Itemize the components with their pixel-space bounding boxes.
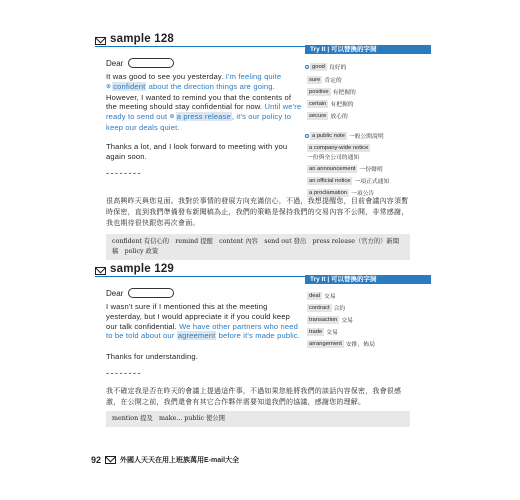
replaceable-phrase: a press release (176, 112, 231, 122)
dashed-separator: -------- (106, 368, 142, 378)
salutation (106, 288, 174, 298)
text-span: I wasn't sure if I mentioned this at the meeting yesterday, but I would appreciate it if you could keep our talk confidential. (106, 302, 290, 331)
alt-word-1: good 良好的 (305, 62, 346, 71)
replaceable-word: agreement (177, 331, 216, 341)
alt-word-2: contract 合約 (309, 304, 346, 312)
book-title: 外國人天天在用上班族萬用E-mail大全 (120, 457, 240, 464)
try-it-header: Try It | 可以替換的字詞 (305, 45, 431, 54)
text-span-blue: Until we're ready to send out (106, 102, 302, 122)
text-span-blue: about the direction things are going. (146, 81, 275, 91)
alt-word-1: deal 交易 (309, 292, 336, 300)
sample-128-translation: 很高興昨天與您見面。我對於事情的發展方向充滿信心，不過，我想提醒您，目前會議內容須暫時保密，直到我們準備發布新聞稿為止，我們的策略是保持我們的交易內容不公開，非常感謝，我也期待很快跟您再次會面。 (106, 197, 409, 227)
envelope-icon (95, 267, 106, 275)
blue-rule (95, 276, 305, 277)
recipient-blank (128, 58, 174, 68)
cross-marker-icon: ⊕ (106, 83, 112, 90)
bullet-icon (305, 65, 309, 69)
alt-phrase-2: a company-wide notice (309, 145, 369, 151)
dashed-separator: -------- (106, 168, 142, 178)
text-span-blue: I'm feeling quite (225, 72, 282, 81)
salutation (106, 58, 174, 68)
alt-phrase-4: an official notice 一項正式通知 (309, 177, 390, 185)
alt-word-4: certain 有把握的 (309, 100, 354, 108)
envelope-icon (105, 456, 116, 464)
dear-label: Dear (106, 288, 124, 298)
sample-128-title: sample 128 (110, 33, 175, 45)
sample-129-translation: 我不確定我是否在昨天的會議上提過這件事，不過如果您能將我們的談話內容保密，我會很感激，在公開之前，我們還會有其它合作夥伴需要知道我們的協議，感謝您的理解。 (106, 387, 402, 406)
replaceable-word: confident (113, 81, 146, 91)
sample-129-closing: Thanks for understanding. (106, 352, 198, 361)
envelope-icon (95, 37, 106, 45)
sample-128-vocab: confident 有信心的 remind 提醒 content 內容 send out 發出 press release（官方的）新聞稿 policy 政策 (106, 234, 410, 260)
page-footer (91, 455, 239, 465)
alt-word-5: secure 放心的 (309, 112, 348, 120)
try-it-header: Try It | 可以替換的字詞 (305, 275, 431, 284)
alt-phrase-2-zh: 一份與全公司的通知 (307, 155, 360, 161)
alt-phrase-1: a public note 一般公開說明 (305, 131, 384, 140)
alt-phrase-5: a proclamation 一項公告 (309, 189, 375, 197)
blue-rule (95, 46, 305, 47)
page-number: 92 (91, 455, 102, 465)
alt-word-3: transaction 交易 (309, 316, 353, 324)
text-span: It was good to see you yesterday. (106, 72, 226, 81)
dear-label: Dear (106, 58, 124, 68)
bullet-icon (305, 134, 309, 138)
sample-129-title: sample 129 (110, 263, 175, 275)
text-span: However, I wanted to remind you that the contents of the meeting should stay confidential for now. (106, 92, 292, 112)
recipient-blank (128, 288, 174, 298)
text-span-blue: , it's our policy to keep our deals quiet. (106, 112, 292, 132)
alt-word-3: positive 有把握的 (309, 88, 356, 96)
cross-marker-icon: ⊕ (169, 114, 175, 121)
text-span-blue: We have other partners who need to be told about our (106, 321, 299, 341)
sample-129-body (106, 302, 302, 341)
sample-128-closing: Thanks a lot, and I look forward to meeting with you again soon. (106, 142, 288, 161)
alt-word-4: trade 交易 (309, 328, 338, 336)
alt-word-5: arrangement 安排，佈局 (309, 340, 375, 348)
alt-word-2: sure 肯定的 (309, 76, 342, 84)
alt-phrase-3: an announcement 一份聲明 (309, 165, 383, 173)
sample-129-vocab: mention 提及 make... public 使公開 (106, 411, 410, 427)
sample-128-body (106, 72, 302, 133)
text-span-blue: before it's made public. (216, 331, 301, 341)
